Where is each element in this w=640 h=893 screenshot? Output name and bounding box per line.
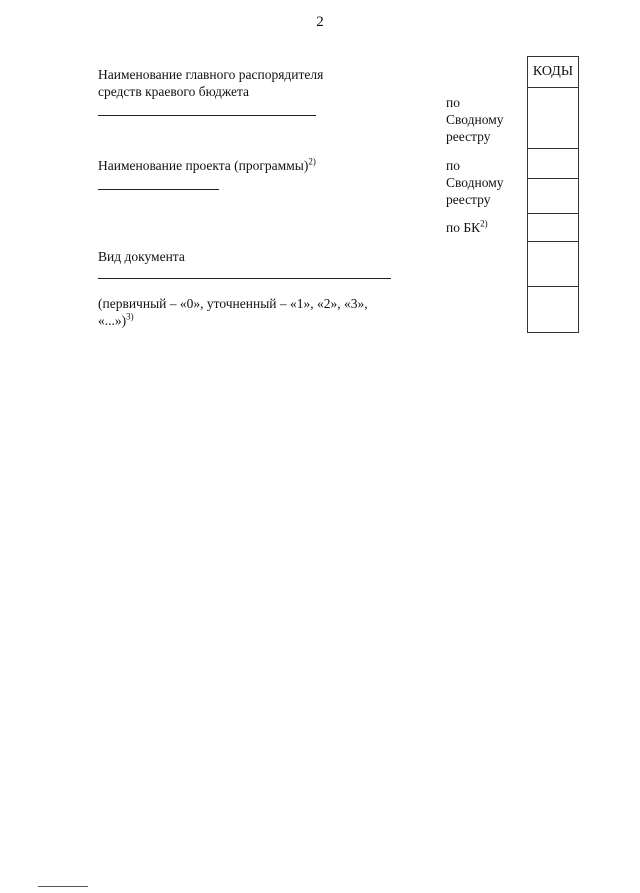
doc-type-underline — [98, 278, 391, 279]
registry-label-2-line2: Сводному — [446, 175, 504, 190]
code-cell-registry-1[interactable] — [528, 88, 578, 149]
bk-label-text: по БК — [446, 220, 481, 235]
registry-label-2-line1: по — [446, 158, 460, 173]
code-cell-bk[interactable] — [528, 214, 578, 242]
distributor-label-line1: Наименование главного распорядителя — [98, 67, 324, 82]
doc-type-hint-line2 — [98, 312, 134, 329]
project-label-text: Наименование проекта (программы) — [98, 158, 309, 173]
project-label — [98, 157, 316, 174]
codes-table-header: КОДЫ — [528, 57, 578, 88]
code-cell-doc-type-a[interactable] — [528, 242, 578, 287]
doc-type-hint-line1: (первичный – «0», уточненный – «1», «2», «3», — [98, 296, 368, 311]
code-cell-registry-2a[interactable] — [528, 149, 578, 179]
distributor-underline — [98, 115, 316, 116]
registry-label-1-line3: реестру — [446, 129, 491, 144]
doc-type-label: Вид документа — [98, 249, 185, 264]
project-underline — [98, 189, 219, 190]
doc-type-hint-footnote: 3) — [126, 311, 134, 322]
project-label-footnote: 2) — [308, 156, 316, 167]
bk-label-footnote: 2) — [480, 218, 488, 229]
distributor-label-line2: средств краевого бюджета — [98, 84, 250, 99]
codes-table — [527, 56, 579, 333]
code-cell-registry-2b[interactable] — [528, 179, 578, 214]
registry-label-1-line2: Сводному — [446, 112, 504, 127]
bk-label — [446, 219, 488, 236]
registry-label-1-line1: по — [446, 95, 460, 110]
footer-mark — [38, 886, 88, 887]
registry-label-2-line3: реестру — [446, 192, 491, 207]
doc-type-hint-text: «...») — [98, 313, 127, 328]
code-cell-doc-type-b[interactable] — [528, 287, 578, 332]
page-number: 2 — [316, 14, 324, 30]
